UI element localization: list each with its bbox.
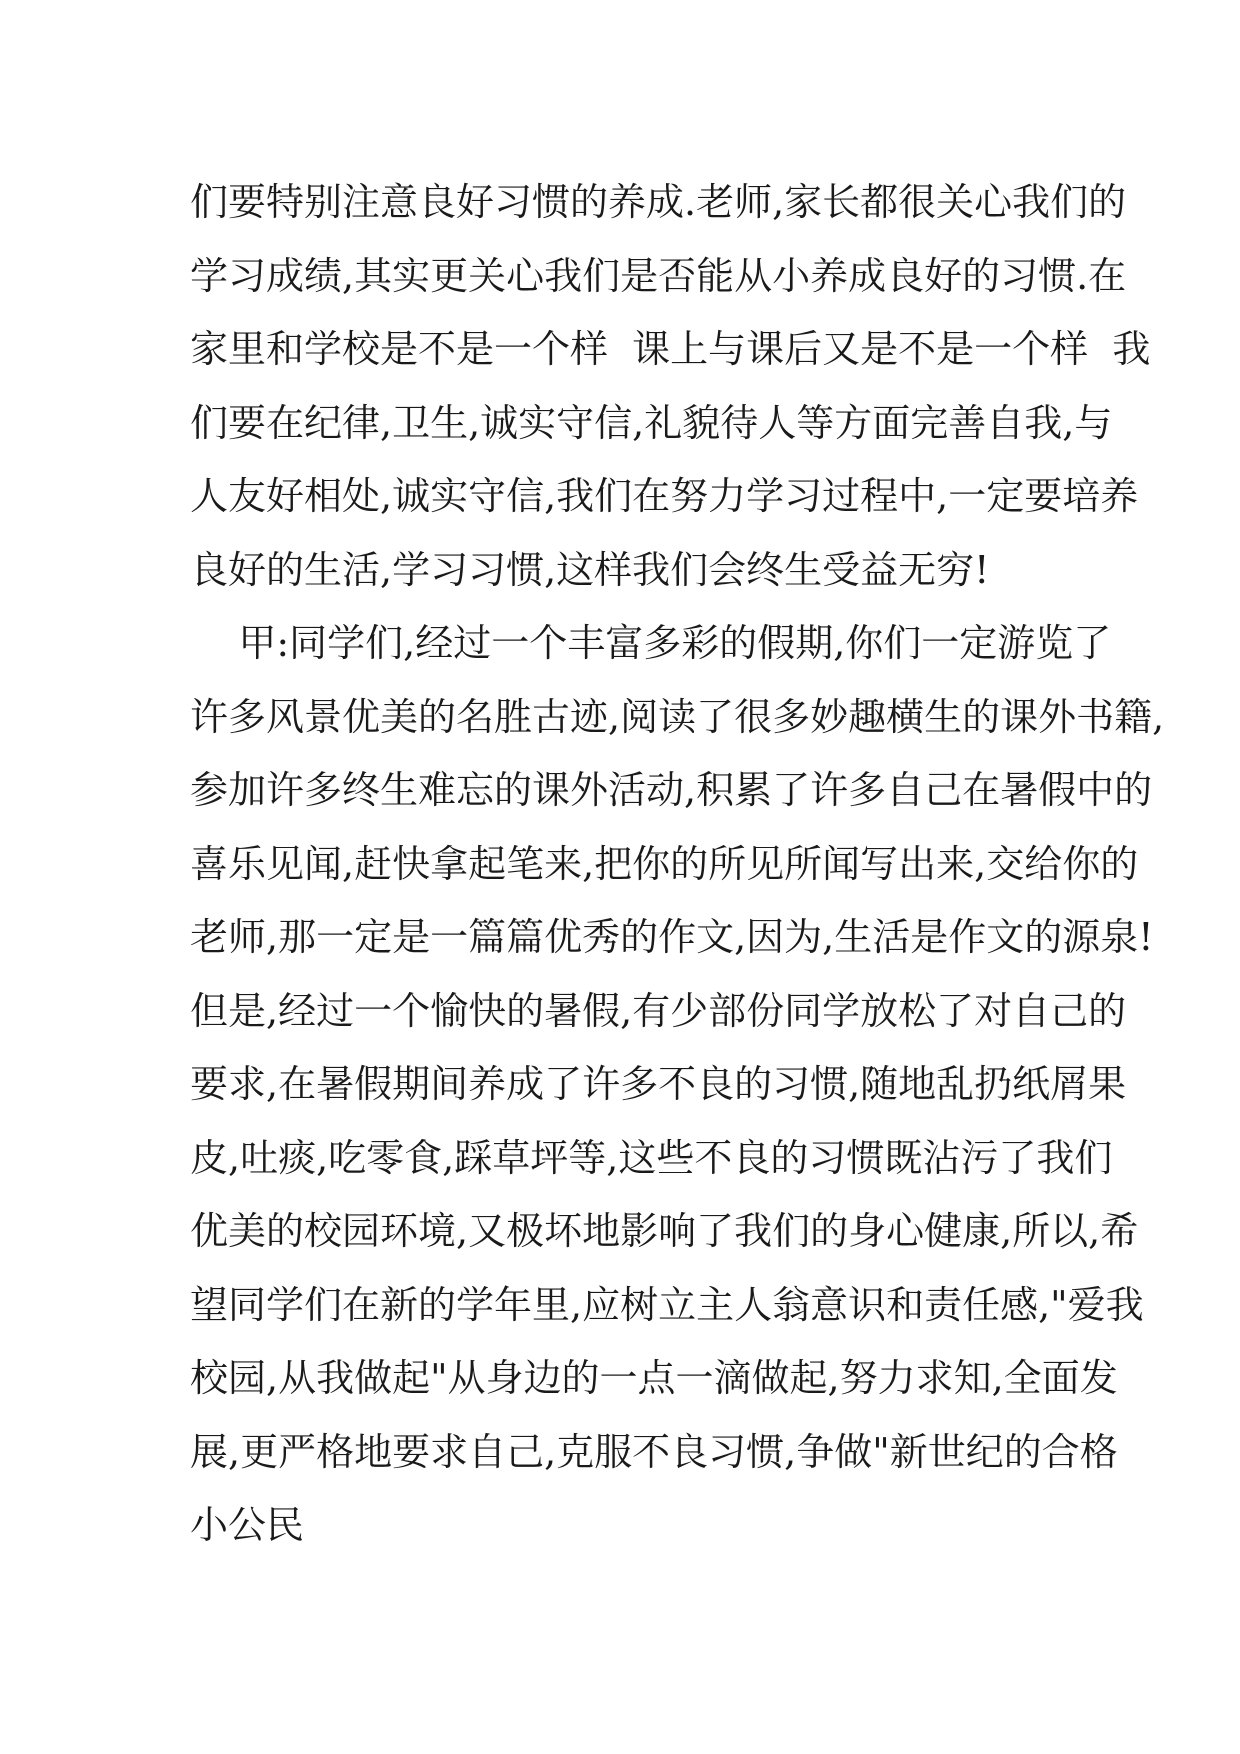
text-line: 皮,吐痰,吃零食,踩草坪等,这些不良的习惯既沾污了我们 <box>190 1135 1113 1180</box>
text-line: 望同学们在新的学年里,应树立主人翁意识和责任感,"爱我 <box>190 1282 1144 1327</box>
text-line: 学习成绩,其实更关心我们是否能从小养成良好的习惯.在 <box>190 253 1127 298</box>
text-line: 小公民 <box>190 1503 305 1547</box>
text-line: 人友好相处,诚实守信,我们在努力学习过程中,一定要培养 <box>190 474 1139 518</box>
text-line: 甲:同学们,经过一个丰富多彩的假期,你们一定游览了 <box>190 621 1112 665</box>
text-line: 们要特别注意良好习惯的养成.老师,家长都很关心我们的 <box>190 180 1127 224</box>
text-line: 良好的生活,学习习惯,这样我们会终生受益无穷! <box>190 547 990 592</box>
text-line: 但是,经过一个愉快的暑假,有少部份同学放松了对自己的 <box>190 988 1127 1033</box>
text-line: 老师,那一定是一篇篇优秀的作文,因为,生活是作文的源泉! <box>190 915 1154 959</box>
text-line: 优美的校园环境,又极坏地影响了我们的身心健康,所以,希 <box>190 1209 1139 1253</box>
text-line: 家里和学校是不是一个样 课上与课后又是不是一个样 我 <box>190 327 1151 371</box>
text-line: 许多风景优美的名胜古迹,阅读了很多妙趣横生的课外书籍, <box>190 694 1165 739</box>
text-line: 校园,从我做起"从身边的一点一滴做起,努力求知,全面发 <box>190 1356 1118 1400</box>
text-line: 喜乐见闻,赶快拿起笔来,把你的所见所闻写出来,交给你的 <box>190 841 1139 886</box>
text-line: 参加许多终生难忘的课外活动,积累了许多自己在暑假中的 <box>190 768 1153 812</box>
text-line: 展,更严格地要求自己,克服不良习惯,争做"新世纪的合格 <box>190 1429 1118 1474</box>
text-line: 们要在纪律,卫生,诚实守信,礼貌待人等方面完善自我,与 <box>190 400 1113 445</box>
body-text <box>190 166 1165 1563</box>
text-line: 要求,在暑假期间养成了许多不良的习惯,随地乱扔纸屑果 <box>190 1062 1127 1106</box>
